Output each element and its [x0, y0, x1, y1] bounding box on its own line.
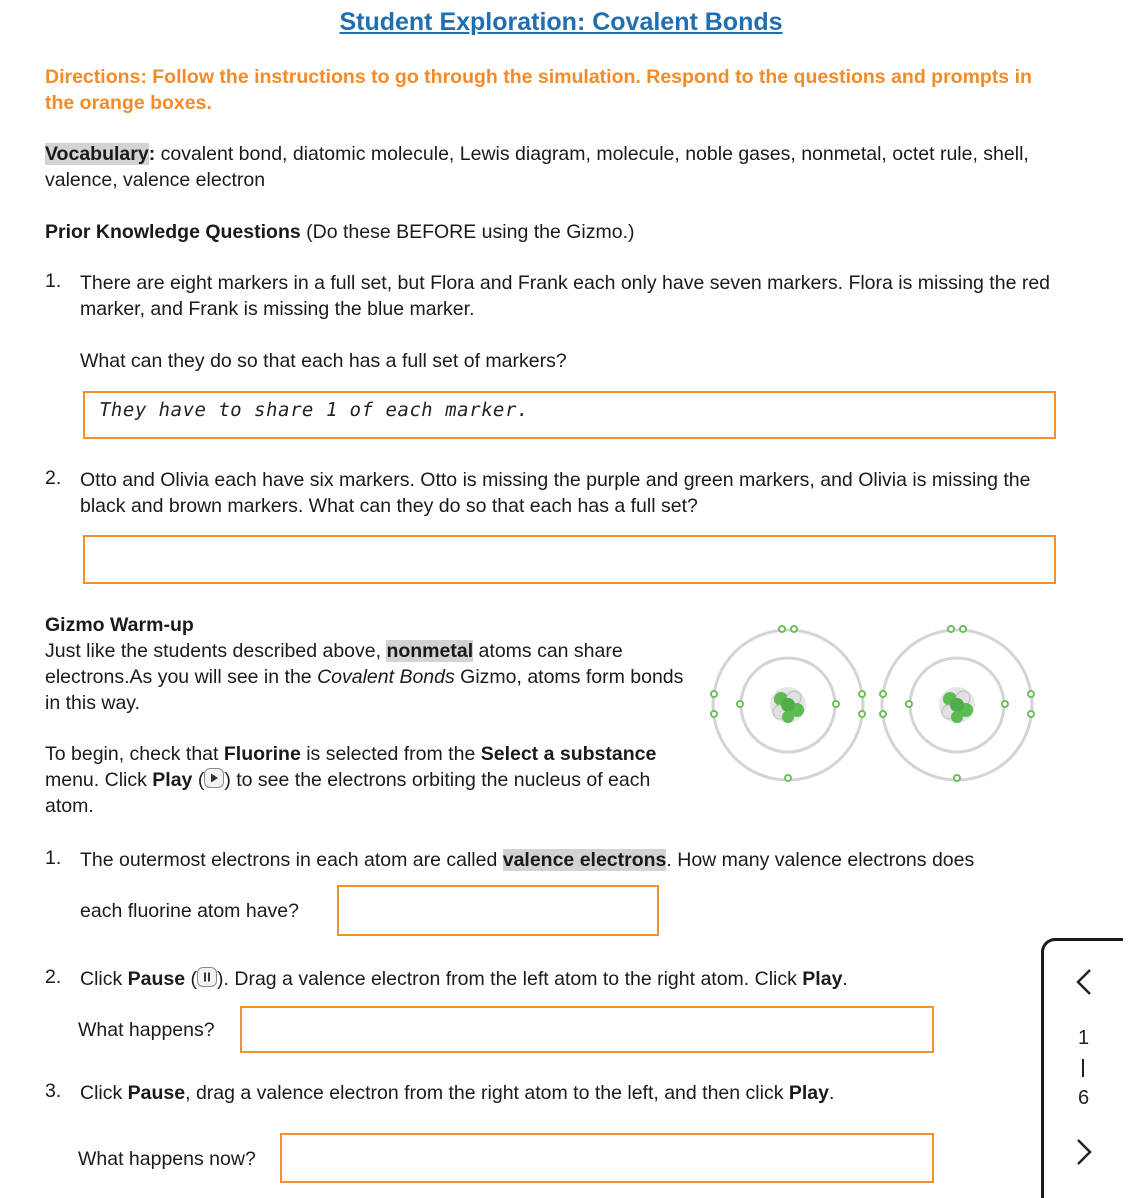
q3-text-part: , drag a valence electron from the right atom to the left, and then click — [185, 1082, 789, 1104]
fluorine-atoms-diagram — [705, 620, 1045, 790]
q3-text-part: Click — [80, 1082, 128, 1104]
pk-q2-text: Otto and Olivia each have six markers. Otto is missing the purple and green markers, and Olivia is missing the black and brown markers. What can they do so that each has a full set? — [80, 469, 1031, 517]
q1-text-part: The outermost electrons in each atom are called — [80, 849, 503, 871]
pk-q2-number: 2. — [45, 467, 62, 489]
pk-q1-text: There are eight markers in a full set, but Flora and Frank each only have seven markers. Flora is missing the red marker, and Frank is missing the blue marker. — [80, 272, 1051, 320]
next-page-button[interactable] — [1044, 1137, 1123, 1173]
q2-play: Play — [802, 968, 843, 990]
q3-play: Play — [788, 1082, 829, 1104]
vocabulary-terms: covalent bond, diatomic molecule, Lewis diagram, molecule, noble gases, nonmetal, octet rule, shell, valence, valence electron — [45, 143, 1029, 191]
q1-valence-term: valence electrons — [502, 849, 667, 871]
pk-q1-number: 1. — [45, 270, 62, 292]
q3-number: 3. — [45, 1080, 62, 1102]
warmup-instructions — [45, 741, 685, 819]
pause-icon — [197, 967, 217, 987]
current-page-number: 1 — [1077, 1027, 1090, 1049]
warmup-p1-text: Just like the students described above, — [45, 640, 387, 662]
warmup-heading: Gizmo Warm-up — [45, 614, 194, 636]
warmup-section — [45, 612, 685, 716]
warmup-p2-text: is selected from the — [300, 743, 481, 765]
q2-number: 2. — [45, 966, 62, 988]
q2-text-part: . — [842, 968, 848, 990]
q3-prompt: What happens now? — [78, 1148, 256, 1170]
warmup-select-substance: Select a substance — [480, 743, 657, 765]
q1-text-part: . How many valence electrons does — [666, 849, 975, 871]
chevron-right-icon — [1072, 1137, 1096, 1167]
q2-text — [80, 966, 848, 992]
q3-text-part: . — [829, 1082, 835, 1104]
page-divider — [1082, 1059, 1084, 1077]
pk-q1-answer: They have to share 1 of each marker. — [97, 399, 531, 421]
q2-prompt: What happens? — [78, 1019, 215, 1041]
total-pages-number: 6 — [1077, 1087, 1090, 1109]
prior-knowledge-heading — [45, 219, 635, 245]
warmup-p2-text: ( — [192, 769, 205, 791]
pk-q2-answer-box[interactable] — [83, 535, 1056, 584]
q3-answer-box[interactable] — [280, 1133, 934, 1183]
directions-text: Directions: Follow the instructions to go through the simulation. Respond to the questions and prompts in the orange boxes. — [45, 66, 1032, 114]
right-nucleus — [939, 687, 975, 723]
warmup-play: Play — [152, 769, 193, 791]
q3-text — [80, 1080, 834, 1106]
warmup-p1-text: atoms can share electrons.As you will see in the — [45, 640, 623, 688]
previous-page-button[interactable] — [1044, 967, 1123, 1003]
left-nucleus — [770, 687, 806, 723]
warmup-p1-text: Gizmo, atoms form bonds in this way. — [45, 666, 684, 714]
q2-text-part: ( — [185, 968, 198, 990]
q1-text — [80, 847, 1070, 873]
warmup-p2-text: ) to see the electrons orbiting the nucleus of each atom. — [45, 769, 651, 817]
vocabulary-paragraph: Vocabulary: covalent bond, diatomic molecule, Lewis diagram, molecule, noble gases, nonmetal, octet rule, shell, valence, valence electron — [45, 143, 1029, 191]
vocabulary-label: Vocabulary — [45, 143, 149, 165]
page-title: Student Exploration: Covalent Bonds — [339, 8, 783, 36]
q2-answer-box[interactable] — [240, 1006, 934, 1053]
chevron-left-icon — [1072, 967, 1096, 997]
warmup-p2-text: To begin, check that — [45, 743, 224, 765]
prior-knowledge-note: (Do these BEFORE using the Gizmo.) — [300, 221, 635, 243]
q2-pause: Pause — [127, 968, 186, 990]
pk-q1-answer-box[interactable] — [83, 391, 1056, 439]
q2-text-part: Click — [80, 968, 128, 990]
warmup-gizmo-name: Covalent Bonds — [317, 666, 455, 688]
page-navigator — [1041, 938, 1123, 1198]
q1-number: 1. — [45, 847, 62, 869]
play-icon — [204, 768, 224, 788]
q1-prompt: each fluorine atom have? — [80, 900, 299, 922]
q1-answer-box[interactable] — [337, 885, 659, 936]
warmup-fluorine: Fluorine — [223, 743, 301, 765]
pk-q1-prompt: What can they do so that each has a full set of markers? — [80, 350, 567, 372]
warmup-nonmetal-term: nonmetal — [386, 640, 474, 662]
warmup-p2-text: menu. Click — [45, 769, 153, 791]
q2-text-part: ). Drag a valence electron from the left atom to the right atom. Click — [217, 968, 803, 990]
q3-pause: Pause — [127, 1082, 186, 1104]
prior-knowledge-title: Prior Knowledge Questions — [45, 221, 301, 243]
